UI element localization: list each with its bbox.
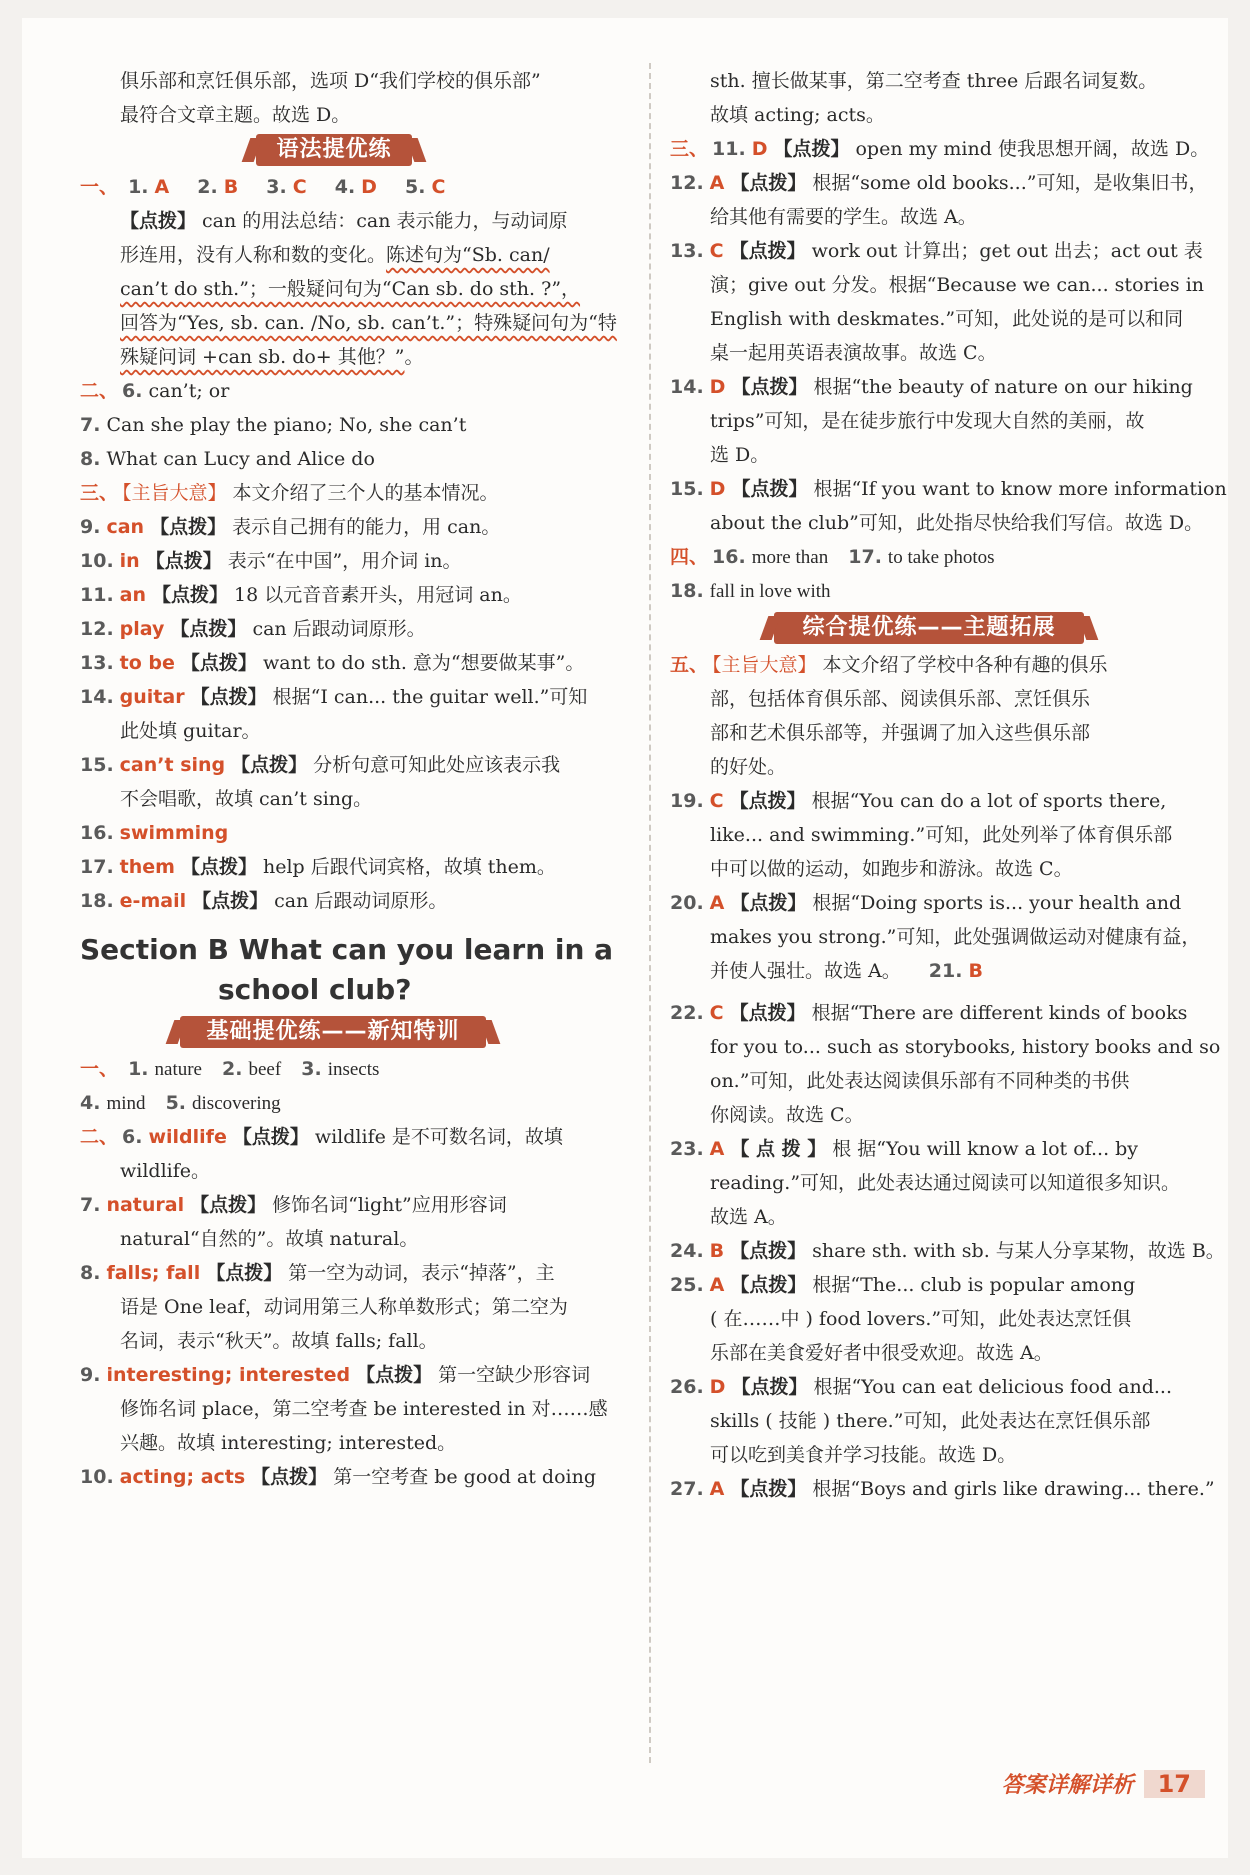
answer-line (80, 550, 462, 572)
item-number: 15. (80, 754, 114, 776)
answer: D (709, 376, 726, 398)
tip-text: 中可以做的运动，如跑步和游泳。故选 C。 (710, 858, 1073, 880)
answer-line (80, 1092, 295, 1115)
answer-line (80, 380, 229, 402)
answer-line (670, 1274, 1135, 1296)
item-number: 8. (80, 1262, 101, 1284)
tip-text: 不会唱歌，故填 can’t sing。 (120, 788, 373, 810)
item-number: 15. (670, 478, 704, 500)
answer-text: nature (154, 1059, 202, 1080)
item-number: 26. (670, 1376, 704, 1398)
section-marker: 一、 (80, 176, 119, 198)
answer-text: beef (248, 1059, 282, 1080)
tip-tag: 【点拨】 (180, 652, 257, 674)
page-footer (1002, 1768, 1205, 1799)
answer-line (670, 240, 1203, 262)
tip-tag: 【点拨】 (120, 210, 197, 232)
tip-text: 根据“You can eat delicious food and... (813, 1376, 1172, 1398)
tip-tag: 【点拨】 (729, 1002, 806, 1024)
item-number: 13. (80, 652, 114, 674)
answer: them (119, 856, 175, 878)
page-number: 17 (1144, 1770, 1205, 1798)
item-number: 17. (848, 546, 882, 568)
answer: B (223, 176, 239, 198)
answer: C (709, 790, 724, 812)
answer-line (80, 516, 500, 538)
tip-line (120, 346, 424, 368)
answer-line (80, 754, 560, 776)
answer: can (106, 516, 145, 538)
tip-text: natural“自然的”。故填 natural。 (120, 1228, 419, 1250)
tip-text-underlined: 回答为“Yes, sb. can. /No, sb. can’t.”；特殊疑问句为“特 (120, 312, 617, 334)
tip-tag: 【点拨】 (730, 1274, 807, 1296)
tip-text: help 后跟代词宾格，故填 them。 (262, 856, 556, 878)
answer-text: insects (327, 1059, 380, 1080)
item-number: 27. (670, 1478, 704, 1500)
tip-tag: 【点拨】 (190, 1194, 267, 1216)
tip-tag: 【点拨】 (190, 686, 267, 708)
tip-text-underlined: can’t do sth.”；一般疑问句为“Can sb. do sth. ?”， (120, 278, 581, 300)
tip-text: sth. 擅长做某事，第二空考查 three 后跟名词复数。 (710, 70, 1158, 92)
tip-tag: 【点拨】 (730, 1478, 807, 1500)
answer: swimming (119, 822, 229, 844)
tip-text: about the club”可知，此处指尽快给我们写信。故选 D。 (710, 512, 1204, 534)
tip-text: 兴趣。故填 interesting; interested。 (120, 1432, 457, 1454)
item-number: 14. (670, 376, 704, 398)
tip-text: open my mind 使我思想开阔，故选 D。 (855, 138, 1210, 160)
tip-text: 此处填 guitar。 (120, 720, 261, 742)
tip-text: 第一空为动词，表示“掉落”，主 (288, 1262, 555, 1284)
tip-text: 你阅读。故选 C。 (710, 1104, 864, 1126)
item-number: 4. (80, 1092, 101, 1114)
section-marker: 二、 (80, 1126, 119, 1148)
item-number: 24. (670, 1240, 704, 1262)
tip-tag: 【点拨】 (773, 138, 850, 160)
main-idea-line (80, 482, 499, 504)
text-line: 俱乐部和烹饪俱乐部，选项 D“我们学校的俱乐部” (120, 70, 541, 92)
answer-line (670, 892, 1181, 914)
banner-comprehensive: 综合提优练——主题拓展 (774, 612, 1084, 644)
banner-grammar: 语法提优练 (256, 134, 412, 166)
answer-line (80, 856, 556, 878)
item-number: 16. (712, 546, 746, 568)
answer: A (709, 1274, 725, 1296)
item-number: 12. (80, 618, 114, 640)
item-number: 18. (80, 890, 114, 912)
answer-line (80, 822, 234, 844)
answer-text: to take photos (887, 547, 995, 568)
tip-text: 可以吃到美食并学习技能。故选 D。 (710, 1444, 1017, 1466)
tip-tag: 【点拨】 (192, 890, 269, 912)
answer-page (22, 18, 1228, 1858)
footer-label: 答案详解详析 (1001, 1773, 1134, 1798)
item-number: 20. (670, 892, 704, 914)
answer: an (119, 584, 147, 606)
tip-text: 并使人强壮。故选 A。 (710, 960, 901, 982)
answer: play (119, 618, 165, 640)
item-number: 14. (80, 686, 114, 708)
answer-text: What can Lucy and Alice do (106, 448, 375, 470)
item-number: 3. (266, 176, 287, 198)
tip-text: work out 计算出；get out 出去；act out 表 (811, 240, 1203, 262)
main-idea-text: 的好处。 (710, 756, 787, 778)
item-number: 3. (301, 1058, 322, 1080)
answer: B (968, 960, 983, 982)
item-number: 18. (670, 580, 704, 602)
item-number: 7. (80, 1194, 101, 1216)
main-idea-tag: 【主旨大意】 (122, 482, 227, 504)
answer: B (709, 1240, 725, 1262)
tip-text: 18 以元音音素开头，用冠词 an。 (234, 584, 522, 606)
tip-text: can 后跟动词原形。 (252, 618, 426, 640)
tip-text: 根据“Boys and girls like drawing... there.” (812, 1478, 1215, 1500)
answer: C (431, 176, 446, 198)
answer-line (80, 1058, 393, 1081)
answer: A (709, 892, 725, 914)
answer-text: fall in love with (709, 581, 831, 602)
main-idea-text: 本文介绍了三个人的基本情况。 (232, 482, 499, 504)
tip-tag: 【点拨】 (251, 1466, 328, 1488)
tip-tag: 【点拨】 (730, 1240, 807, 1262)
tip-line (710, 960, 989, 982)
tip-text: makes you strong.”可知，此处强调做运动对健康有益， (710, 926, 1201, 948)
tip-text: 第一空考查 be good at doing (333, 1466, 596, 1488)
main-idea-text: 本文介绍了学校中各种有趣的俱乐 (822, 654, 1108, 676)
tip-text: 分析句意可知此处应该表示我 (313, 754, 561, 776)
tip-text: 选 D。 (710, 444, 770, 466)
answer-line (670, 580, 845, 603)
section-marker: 四、 (670, 546, 709, 568)
tip-line (120, 210, 568, 232)
tip-text-underlined: 殊疑问词 +can sb. do+ 其他？” (120, 346, 405, 368)
section-marker: 三、 (670, 138, 709, 160)
tip-tag: 【点拨】 (730, 892, 807, 914)
tip-text: 根据“some old books...”可知，是收集旧书， (812, 172, 1208, 194)
column-divider (649, 63, 651, 1763)
tip-text: 第一空缺少形容词 (438, 1364, 591, 1386)
item-number: 2. (197, 176, 218, 198)
answer-text: discovering (192, 1093, 281, 1114)
section-marker: 二、 (80, 380, 119, 402)
answer-line (80, 414, 466, 436)
item-number: 7. (80, 414, 101, 436)
tip-tag: 【点拨】 (231, 754, 308, 776)
answer-line (670, 138, 1209, 160)
tip-tag: 【点拨】 (729, 790, 806, 812)
grammar-part1-answers (80, 176, 451, 198)
tip-text: for you to... such as storybooks, history books and so (710, 1036, 1221, 1058)
item-number: 6. (122, 1126, 143, 1148)
tip-text: 根据“There are different kinds of books (811, 1002, 1188, 1024)
section-title: school club? (218, 973, 412, 1006)
answer-line (80, 584, 522, 606)
answer-line (670, 376, 1193, 398)
answer: A (709, 1478, 725, 1500)
tip-tag: 【点拨】 (731, 376, 808, 398)
answer: C (709, 1002, 724, 1024)
answer: D (361, 176, 377, 198)
answer-line (80, 652, 584, 674)
answer-line (80, 448, 375, 470)
answer-text: Can she play the piano; No, she can’t (106, 414, 467, 436)
tip-tag: 【点拨】 (731, 478, 808, 500)
tip-text: 根据“If you want to know more information (813, 478, 1227, 500)
tip-tag: 【点拨】 (152, 584, 229, 606)
answer-line (80, 1364, 590, 1386)
item-number: 5. (165, 1092, 187, 1114)
tip-text: 根据“the beauty of nature on our hiking (813, 376, 1193, 398)
tip-text: ( 在……中 ) food lovers.”可知，此处表达烹饪俱 (710, 1308, 1132, 1330)
item-number: 16. (80, 822, 114, 844)
item-number: 4. (334, 176, 356, 198)
tip-text: 修饰名词“light”应用形容词 (272, 1194, 507, 1216)
banner-basic: 基础提优练——新知特训 (180, 1016, 486, 1048)
answer-text: can’t; or (148, 380, 230, 402)
answer: A (709, 1138, 725, 1160)
tip-text: 表示自己拥有的能力，用 can。 (232, 516, 501, 538)
answer-line (670, 1478, 1215, 1500)
main-idea-text: 部和艺术俱乐部等，并强调了加入这些俱乐部 (710, 722, 1091, 744)
item-number: 11. (80, 584, 114, 606)
tip-text: 故选 A。 (710, 1206, 787, 1228)
main-idea-line (670, 654, 1108, 676)
item-number: 17. (80, 856, 114, 878)
tip-text: 根据“You can do a lot of sports there, (811, 790, 1167, 812)
item-number: 10. (80, 550, 114, 572)
answer: D (709, 1376, 726, 1398)
tip-text: 故填 acting; acts。 (710, 104, 885, 126)
tip-text: wildlife 是不可数名词，故填 (314, 1126, 563, 1148)
tip-text: like... and swimming.”可知，此处列举了体育俱乐部 (710, 824, 1173, 846)
answer-line (80, 1466, 596, 1488)
answer-line (670, 172, 1207, 194)
answer: falls; fall (106, 1262, 201, 1284)
tip-text-underlined: 陈述句为“Sb. can/ (386, 244, 550, 266)
tip-text: trips”可知，是在徒步旅行中发现大自然的美丽，故 (710, 410, 1145, 432)
item-number: 22. (670, 1002, 704, 1024)
tip-text: wildlife。 (120, 1160, 211, 1182)
tip-text: 桌一起用英语表演故事。故选 C。 (710, 342, 997, 364)
tip-text: 语是 One leaf，动词用第三人称单数形式；第二空为 (120, 1296, 568, 1318)
tip-text: can 的用法总结：can 表示能力，与动词原 (202, 210, 568, 232)
tip-text: on.”可知，此处表达阅读俱乐部有不同种类的书供 (710, 1070, 1130, 1092)
tip-tag: 【点拨】 (145, 550, 222, 572)
tip-text: English with deskmates.”可知，此处说的是可以和同 (710, 308, 1184, 330)
answer: in (119, 550, 140, 572)
item-number: 25. (670, 1274, 704, 1296)
answer: A (154, 176, 170, 198)
item-number: 10. (80, 1466, 114, 1488)
tip-text: 根据“Doing sports is... your health and (812, 892, 1182, 914)
tip-text: reading.”可知，此处表达通过阅读可以知道很多知识。 (710, 1172, 1181, 1194)
answer: guitar (119, 686, 185, 708)
tip-tag: 【点拨】 (731, 1376, 808, 1398)
answer: C (292, 176, 307, 198)
item-number: 12. (670, 172, 704, 194)
section-marker: 三、 (80, 482, 119, 504)
tip-text: 根 据“You will know a lot of... by (832, 1138, 1139, 1160)
answer-line (670, 790, 1166, 812)
tip-line (120, 244, 550, 266)
answer: interesting; interested (106, 1364, 351, 1386)
tip-tag: 【点拨】 (729, 240, 806, 262)
answer: to be (119, 652, 175, 674)
answer-line (670, 1376, 1172, 1398)
tip-tag: 【点拨】 (180, 856, 257, 878)
answer: natural (106, 1194, 185, 1216)
tip-tag: 【点拨】 (356, 1364, 433, 1386)
tip-text: share sth. with sb. 与某人分享某物，故选 B。 (812, 1240, 1225, 1262)
item-number: 2. (222, 1058, 243, 1080)
item-number: 8. (80, 448, 101, 470)
answer-line (80, 1126, 563, 1148)
tip-text: 表示“在中国”，用介词 in。 (227, 550, 462, 572)
item-number: 19. (670, 790, 704, 812)
answer-line (670, 546, 1009, 569)
section-title: Section B What can you learn in a (80, 933, 614, 966)
answer: A (709, 172, 725, 194)
tip-text: can 后跟动词原形。 (274, 890, 448, 912)
section-marker: 一、 (80, 1058, 119, 1080)
answer: can’t sing (119, 754, 226, 776)
answer-line (670, 478, 1227, 500)
tip-text: 根据“The... club is popular among (812, 1274, 1136, 1296)
item-number: 23. (670, 1138, 704, 1160)
answer: acting; acts (119, 1466, 246, 1488)
item-number: 11. (712, 138, 746, 160)
main-idea-tag: 【主旨大意】 (712, 654, 817, 676)
answer: e-mail (119, 890, 187, 912)
tip-text: 形连用，没有人称和数的变化。 (120, 244, 387, 266)
item-number: 13. (670, 240, 704, 262)
item-number: 1. (128, 1058, 149, 1080)
answer-text: more than (751, 547, 829, 568)
answer-line (80, 1262, 555, 1284)
tip-text: 乐部在美食爱好者中很受欢迎。故选 A。 (710, 1342, 1053, 1364)
tip-text: 演；give out 分发。根据“Because we can... stories in (710, 274, 1205, 296)
tip-tag: 【点拨】 (150, 516, 227, 538)
tip-tag: 【点拨】 (206, 1262, 283, 1284)
tip-text: 给其他有需要的学生。故选 A。 (710, 206, 977, 228)
tip-text: skills ( 技能 ) there.”可知，此处表达在烹饪俱乐部 (710, 1410, 1151, 1432)
tip-text: 名词，表示“秋天”。故填 falls; fall。 (120, 1330, 438, 1352)
answer-line (80, 890, 447, 912)
answer-line (670, 1002, 1187, 1024)
section-marker: 五、 (670, 654, 709, 676)
answer: wildlife (148, 1126, 227, 1148)
tip-tag: 【 点 拨 】 (730, 1138, 827, 1160)
main-idea-text: 部，包括体育俱乐部、阅读俱乐部、烹饪俱乐 (710, 688, 1091, 710)
answer-line (80, 618, 426, 640)
item-number: 6. (122, 380, 143, 402)
tip-tag: 【点拨】 (232, 1126, 309, 1148)
tip-text: 根据“I can... the guitar well.”可知 (272, 686, 588, 708)
answer-text: mind (106, 1093, 146, 1114)
item-number: 21. (928, 960, 963, 982)
answer: D (709, 478, 726, 500)
item-number: 1. (128, 176, 149, 198)
tip-tag: 【点拨】 (730, 172, 807, 194)
tip-text: 修饰名词 place，第二空考查 be interested in 对……感 (120, 1398, 608, 1420)
answer: C (709, 240, 724, 262)
answer-line (670, 1240, 1225, 1262)
answer-line (80, 686, 587, 708)
tip-tag: 【点拨】 (170, 618, 247, 640)
tip-text: want to do sth. 意为“想要做某事”。 (262, 652, 585, 674)
item-number: 9. (80, 1364, 101, 1386)
answer-line (670, 1138, 1138, 1160)
answer-line (80, 1194, 507, 1216)
item-number: 9. (80, 516, 101, 538)
item-number: 5. (405, 176, 426, 198)
answer: D (751, 138, 768, 160)
text-line: 最符合文章主题。故选 D。 (120, 104, 351, 126)
tip-text: 。 (404, 346, 424, 368)
